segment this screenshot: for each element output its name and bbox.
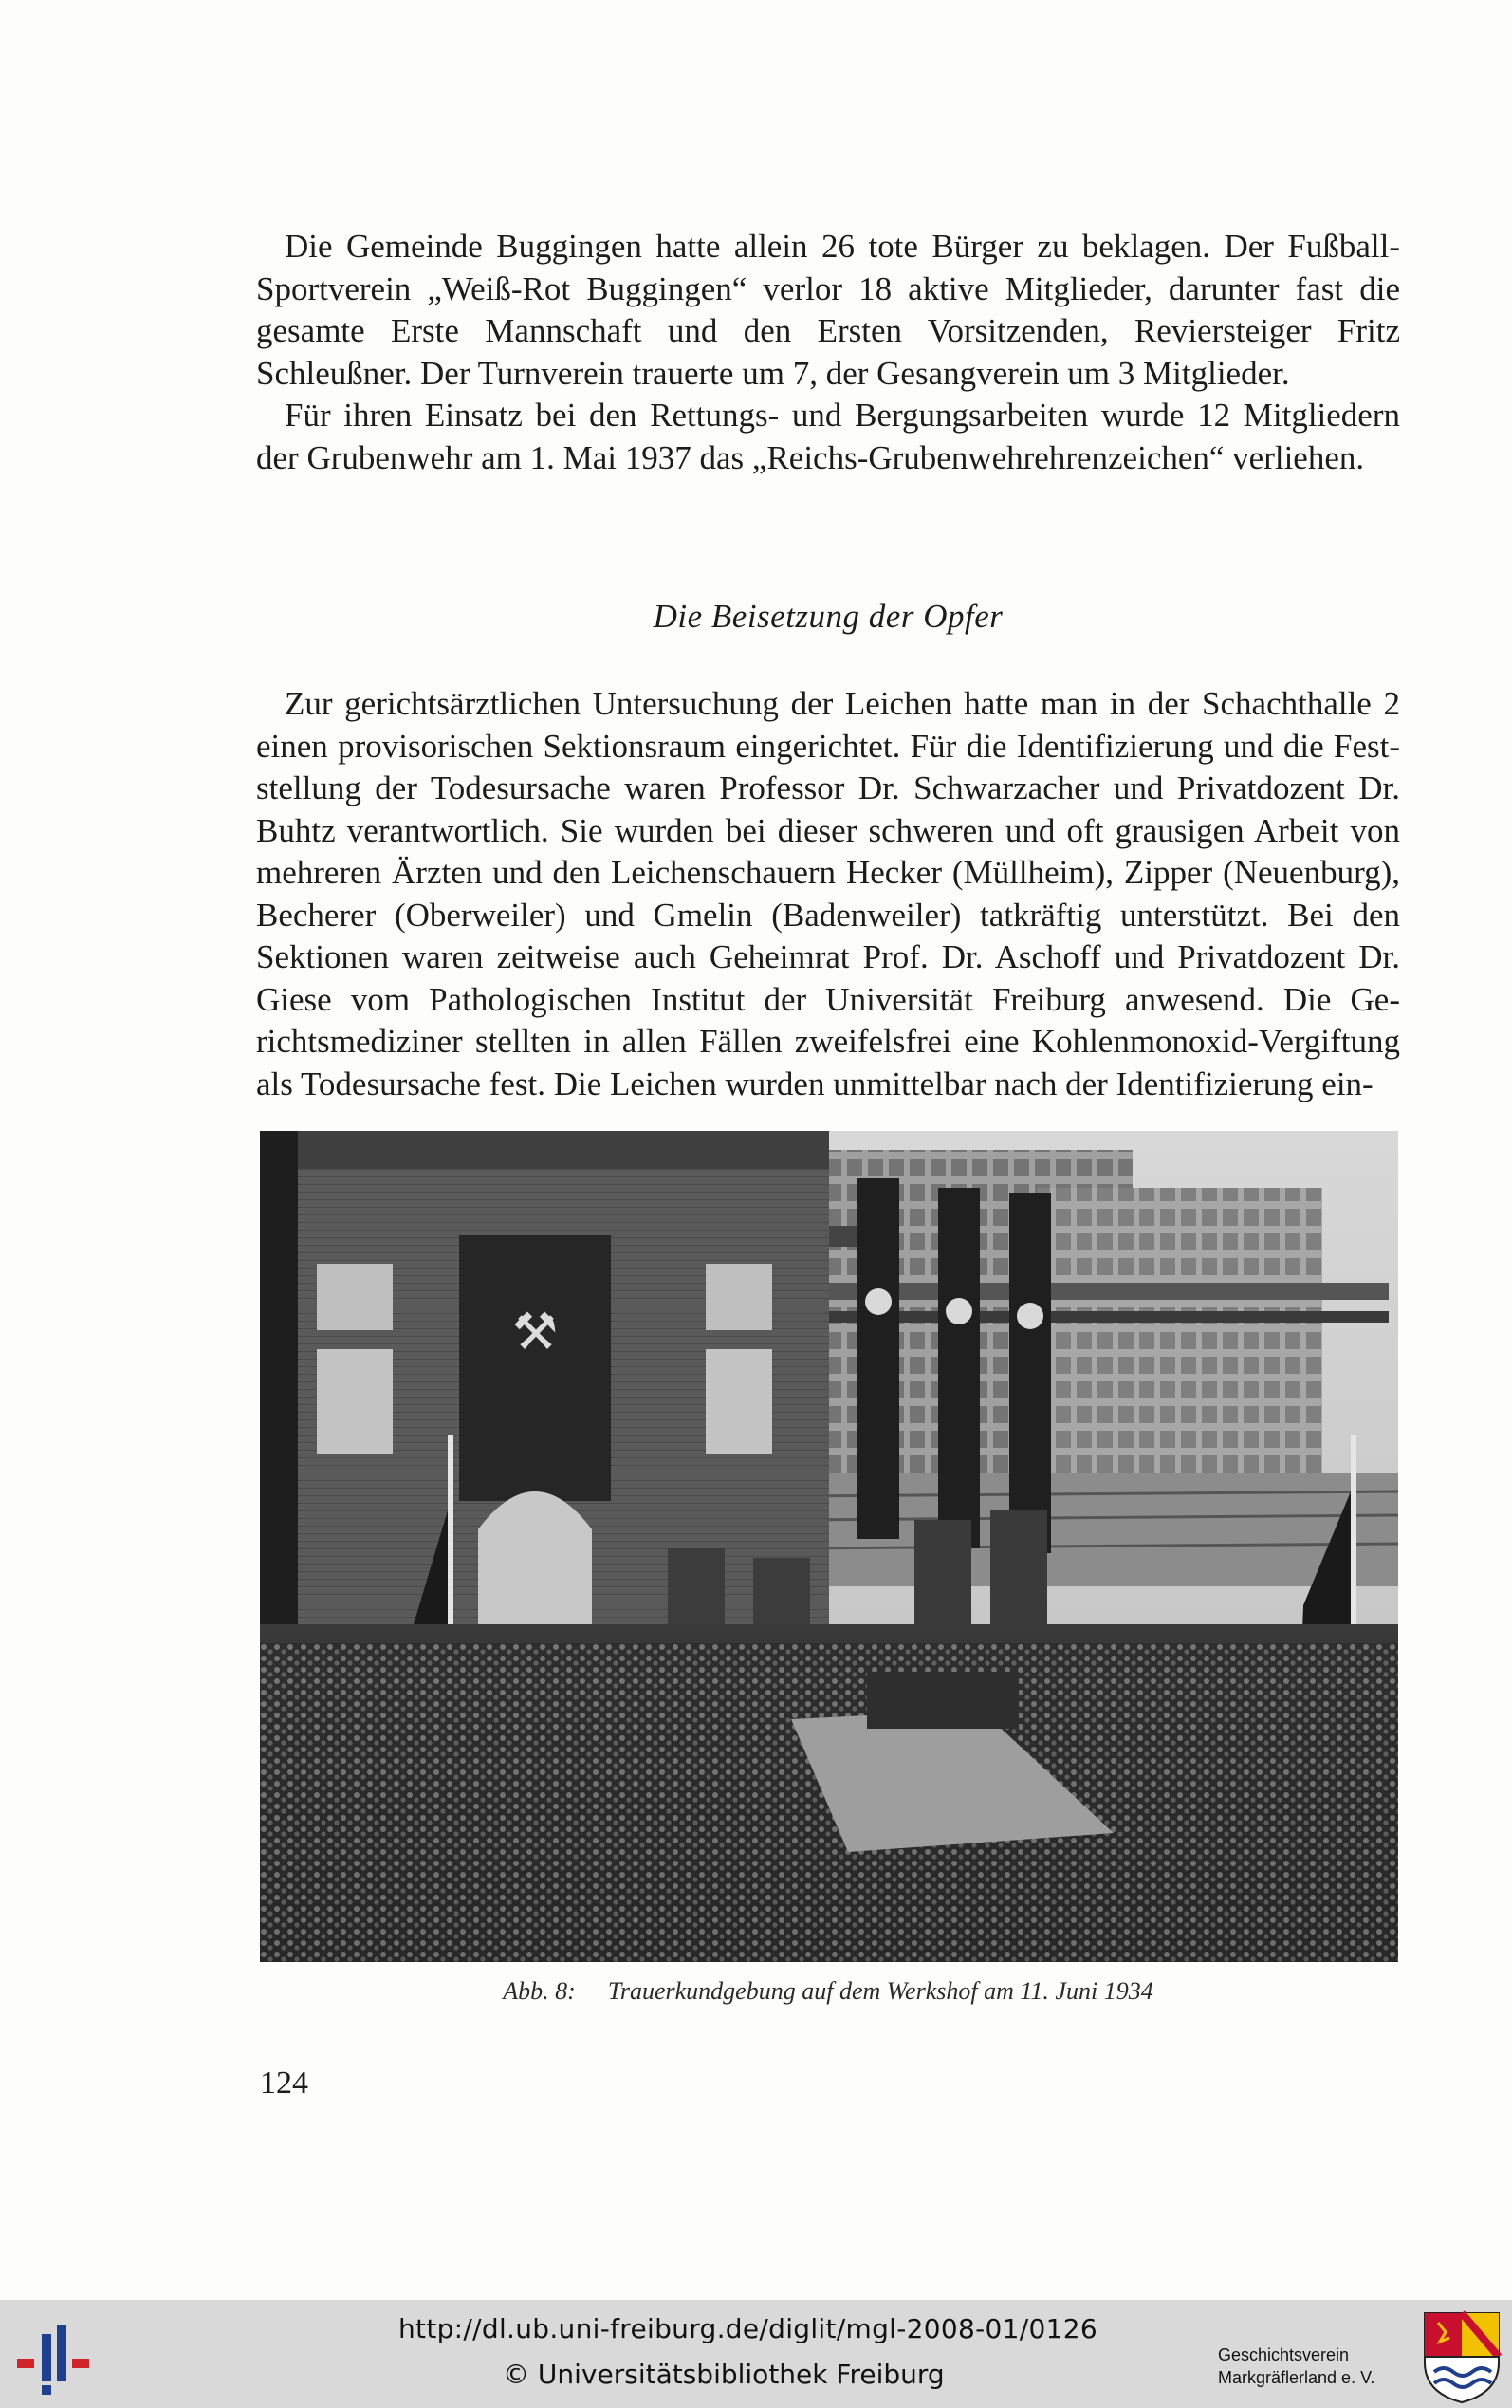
- ub-freiburg-logo-icon[interactable]: [13, 2321, 108, 2397]
- svg-text:⚒: ⚒: [511, 1302, 559, 1361]
- page-number: 124: [260, 2065, 308, 2101]
- paragraph-2: Für ihren Einsatz bei den Rettungs- und Bergungsarbeiten wurde 12 Mitgliedern der Grubenwehr am 1. Mai 1937 das „Reichs-Grubenwehrehrenzeichen“ verliehen.: [256, 397, 1400, 476]
- society-name: [1218, 2343, 1374, 2389]
- historical-photograph: [260, 1131, 1398, 1962]
- figure-caption: [256, 1975, 1400, 2008]
- caption-label: Abb. 8:: [503, 1977, 576, 2005]
- section-heading: Die Beisetzung der Opfer: [653, 598, 1004, 635]
- body-text-2: [256, 683, 1400, 1105]
- caption-text: Trauerkundgebung auf dem Werkshof am 11. Juni 1934: [607, 1977, 1153, 2005]
- body-text: [256, 226, 1400, 479]
- paragraph-3: Zur gerichtsärztlichen Untersuchung der Leichen hatte man in der Schachthalle 2 einen provisorischen Sektionsraum eingerichtet. Für die Identifizierung und die Feststellung der Todesursache waren Professor Dr. Schwarzacher und Privatdozent Dr. Buhtz verantwortlich. Sie wurden bei dieser schweren und oft grausigen Arbeit von mehreren Ärzten und den Leichenschauern Hecker (Müllheim), Zipper (Neuenburg), Becherer (Oberweiler) und Gmelin (Badenweiler) tatkräftig unterstützt. Bei den Sektionen waren zeitweise auch Geheimrat Prof. Dr. Aschoff und Privatdozent Dr. Giese vom Pathologischen Institut der Universität Freiburg anwesend. Die Gerichtsmediziner stellten in allen Fällen zweifelsfrei eine Kohlenmonoxid-Vergiftung als Todesursache fest. Die Leichen wurden unmittelbar nach der Identifizierung ein-: [256, 685, 1400, 1102]
- paragraph-1: Die Gemeinde Buggingen hatte allein 26 tote Bürger zu beklagen. Der Fußball-Sportverein „Weiß-Rot Buggingen“ verlor 18 aktive Mitglieder, darunter fast die gesamte Erste Mannschaft und den Ersten Vorsitzenden, Reviersteiger Fritz Schleußner. Der Turnverein trauerte um 7, der Gesangverein um 3 Mitglieder.: [256, 228, 1400, 392]
- digitization-footer: [0, 2300, 1512, 2408]
- copyright-notice: © Universitätsbibliothek Freiburg: [503, 2359, 945, 2390]
- source-url-link[interactable]: http://dl.ub.uni-freiburg.de/diglit/mgl-2008-01/0126: [398, 2313, 1097, 2344]
- society-line-2: Markgräflerland e. V.: [1218, 2368, 1375, 2387]
- markgraeflerland-crest-icon: [1421, 2309, 1503, 2404]
- society-line-1: Geschichtsverein: [1218, 2345, 1350, 2364]
